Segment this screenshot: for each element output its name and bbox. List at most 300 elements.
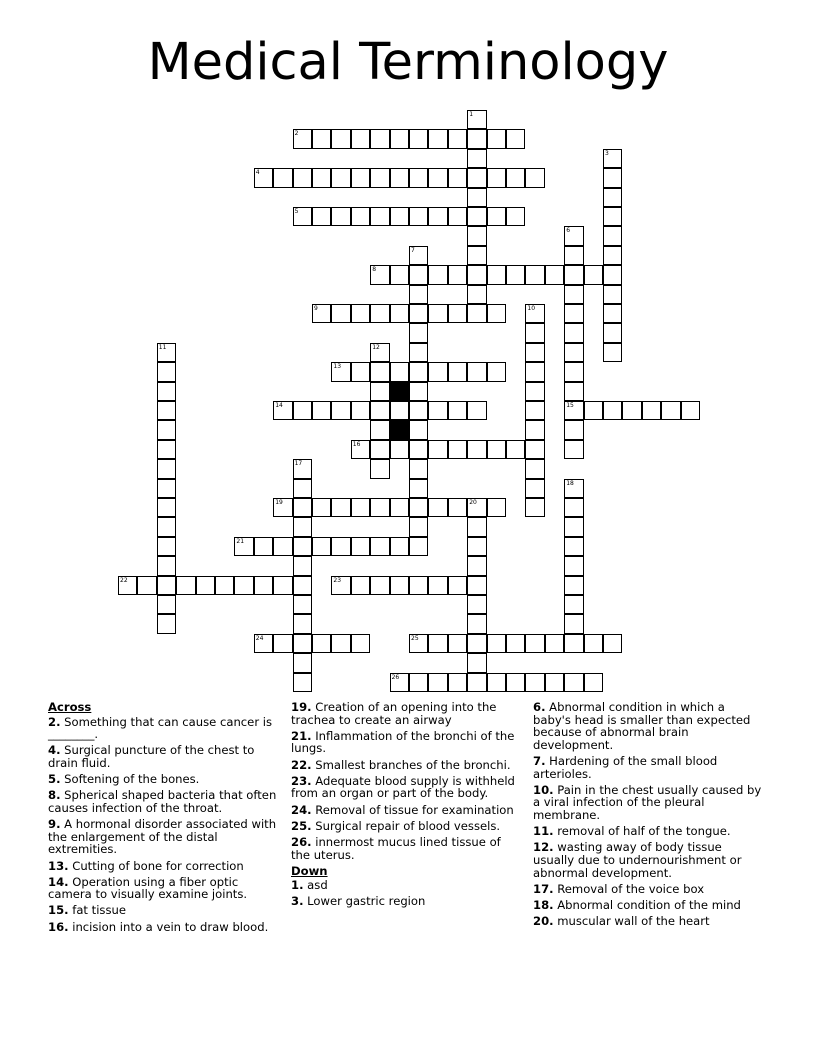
grid-cell[interactable] bbox=[293, 129, 312, 148]
grid-cell[interactable] bbox=[157, 382, 176, 401]
grid-cell[interactable] bbox=[603, 188, 622, 207]
grid-cell[interactable] bbox=[409, 537, 428, 556]
grid-cell[interactable] bbox=[603, 343, 622, 362]
cell-number: 12 bbox=[372, 343, 380, 351]
clue-number: 23. bbox=[291, 773, 312, 788]
grid-cell[interactable] bbox=[370, 498, 389, 517]
clue-number: 6. bbox=[533, 700, 546, 714]
grid-cell[interactable] bbox=[409, 129, 428, 148]
grid-cell[interactable] bbox=[525, 265, 544, 284]
grid-cell[interactable] bbox=[487, 304, 506, 323]
grid-cell[interactable] bbox=[351, 207, 370, 226]
cell-number: 25 bbox=[411, 634, 419, 642]
across-clue bbox=[48, 773, 280, 786]
grid-cell[interactable] bbox=[487, 207, 506, 226]
grid-cell[interactable] bbox=[584, 401, 603, 420]
grid-cell[interactable] bbox=[312, 304, 331, 323]
grid-cell[interactable] bbox=[564, 343, 583, 362]
grid-cell[interactable] bbox=[351, 440, 370, 459]
grid-cell[interactable] bbox=[564, 634, 583, 653]
grid-cell[interactable] bbox=[448, 401, 467, 420]
grid-cell[interactable] bbox=[448, 129, 467, 148]
grid-cell[interactable] bbox=[312, 498, 331, 517]
clue-text: muscular wall of the heart bbox=[553, 914, 710, 929]
clue-number: 14. bbox=[48, 874, 69, 889]
clue-text: Spherical shaped bacteria that often causes infection of the throat. bbox=[48, 788, 277, 815]
grid-cell[interactable] bbox=[428, 304, 447, 323]
grid-cell[interactable] bbox=[487, 362, 506, 381]
across-clue bbox=[48, 904, 280, 917]
grid-cell[interactable] bbox=[234, 537, 253, 556]
down-clue bbox=[533, 883, 765, 896]
cell-number: 20 bbox=[469, 499, 477, 506]
grid-cell[interactable] bbox=[467, 285, 486, 304]
grid-cell[interactable] bbox=[351, 304, 370, 323]
clue-number: 15. bbox=[48, 903, 69, 918]
grid-cell[interactable] bbox=[584, 634, 603, 653]
grid-cell[interactable] bbox=[545, 265, 564, 284]
cell-number: 10 bbox=[527, 305, 536, 312]
grid-cell[interactable] bbox=[564, 226, 583, 245]
cell-number: 4 bbox=[255, 169, 260, 177]
clue-text: Surgical repair of blood vessels. bbox=[311, 818, 501, 833]
grid-cell[interactable] bbox=[506, 440, 525, 459]
clue-text: Abnormal condition in which a baby's head is smaller than expected because of abnormal brain development. bbox=[533, 700, 751, 752]
across-clue bbox=[291, 730, 523, 755]
grid-cell[interactable] bbox=[390, 576, 409, 595]
grid-cell[interactable] bbox=[370, 382, 389, 401]
grid-cell[interactable] bbox=[370, 265, 389, 284]
grid-cell[interactable] bbox=[196, 576, 215, 595]
grid-cell[interactable] bbox=[428, 440, 447, 459]
grid-cell[interactable] bbox=[467, 362, 486, 381]
grid-cell[interactable] bbox=[273, 401, 292, 420]
grid-cell[interactable] bbox=[467, 226, 486, 245]
grid-cell[interactable] bbox=[390, 168, 409, 187]
grid-cell[interactable] bbox=[390, 673, 409, 692]
grid-cell[interactable] bbox=[409, 343, 428, 362]
grid-cell[interactable] bbox=[409, 401, 428, 420]
grid-cell[interactable] bbox=[293, 653, 312, 672]
grid-cell[interactable] bbox=[525, 634, 544, 653]
grid-cell[interactable] bbox=[487, 673, 506, 692]
grid-cell[interactable] bbox=[564, 285, 583, 304]
grid-cell[interactable] bbox=[525, 168, 544, 187]
grid-cell[interactable] bbox=[409, 517, 428, 536]
grid-cell[interactable] bbox=[157, 614, 176, 633]
grid-cell[interactable] bbox=[157, 556, 176, 575]
grid-cell[interactable] bbox=[603, 149, 622, 168]
grid-cell[interactable] bbox=[370, 304, 389, 323]
grid-cell[interactable] bbox=[157, 479, 176, 498]
grid-cell[interactable] bbox=[293, 459, 312, 478]
grid-cell[interactable] bbox=[157, 420, 176, 439]
grid-cell[interactable] bbox=[467, 556, 486, 575]
grid-cell[interactable] bbox=[293, 595, 312, 614]
grid-cell[interactable] bbox=[390, 440, 409, 459]
grid-cell[interactable] bbox=[428, 576, 447, 595]
grid-cell[interactable] bbox=[467, 614, 486, 633]
across-clue bbox=[291, 836, 523, 861]
grid-cell[interactable] bbox=[564, 440, 583, 459]
grid-cell[interactable] bbox=[525, 673, 544, 692]
clue-number: 7. bbox=[533, 753, 546, 768]
grid-cell[interactable] bbox=[293, 634, 312, 653]
clue-text: innermost mucus lined tissue of the uterus. bbox=[291, 834, 501, 862]
grid-cell[interactable] bbox=[467, 149, 486, 168]
grid-cell[interactable] bbox=[331, 304, 350, 323]
page-title: Medical Terminology bbox=[147, 33, 669, 92]
grid-cell[interactable] bbox=[273, 576, 292, 595]
clue-number: 12. bbox=[533, 840, 554, 855]
grid-cell[interactable] bbox=[564, 537, 583, 556]
grid-cell[interactable] bbox=[525, 323, 544, 342]
grid-cell[interactable] bbox=[603, 323, 622, 342]
grid-cell[interactable] bbox=[409, 634, 428, 653]
grid-cell[interactable] bbox=[331, 401, 350, 420]
grid-cell[interactable] bbox=[312, 634, 331, 653]
grid-cell[interactable] bbox=[273, 168, 292, 187]
grid-cell[interactable] bbox=[293, 556, 312, 575]
grid-cell[interactable] bbox=[409, 246, 428, 265]
grid-cell[interactable] bbox=[525, 382, 544, 401]
grid-cell[interactable] bbox=[564, 517, 583, 536]
grid-cell[interactable] bbox=[428, 207, 447, 226]
grid-cell[interactable] bbox=[157, 537, 176, 556]
grid-cell[interactable] bbox=[487, 129, 506, 148]
grid-cell[interactable] bbox=[409, 285, 428, 304]
grid-cell[interactable] bbox=[467, 401, 486, 420]
grid-cell[interactable] bbox=[254, 576, 273, 595]
grid-cell[interactable] bbox=[331, 129, 350, 148]
clue-text: Cutting of bone for correction bbox=[68, 858, 244, 873]
grid-cell[interactable] bbox=[273, 537, 292, 556]
grid-cell[interactable] bbox=[176, 576, 195, 595]
grid-cell[interactable] bbox=[351, 129, 370, 148]
grid-cell[interactable] bbox=[467, 246, 486, 265]
grid-cell[interactable] bbox=[564, 673, 583, 692]
grid-cell[interactable] bbox=[293, 479, 312, 498]
grid-cell[interactable] bbox=[157, 498, 176, 517]
grid-cell[interactable] bbox=[584, 673, 603, 692]
grid-cell[interactable] bbox=[603, 304, 622, 323]
grid-cell[interactable] bbox=[273, 498, 292, 517]
cell-number: 11 bbox=[158, 343, 167, 351]
clue-text: fat tissue bbox=[68, 903, 126, 918]
grid-cell[interactable] bbox=[525, 343, 544, 362]
grid-cell[interactable] bbox=[448, 168, 467, 187]
across-clue bbox=[48, 876, 280, 901]
black-square bbox=[390, 382, 409, 401]
down-clue bbox=[533, 841, 765, 879]
grid-cell[interactable] bbox=[584, 265, 603, 284]
grid-cell[interactable] bbox=[331, 576, 350, 595]
grid-cell[interactable] bbox=[467, 110, 486, 129]
grid-cell[interactable] bbox=[564, 498, 583, 517]
grid-cell[interactable] bbox=[545, 673, 564, 692]
grid-cell[interactable] bbox=[564, 614, 583, 633]
grid-cell[interactable] bbox=[370, 401, 389, 420]
grid-cell[interactable] bbox=[525, 420, 544, 439]
grid-cell[interactable] bbox=[564, 382, 583, 401]
grid-cell[interactable] bbox=[351, 634, 370, 653]
grid-cell[interactable] bbox=[293, 207, 312, 226]
grid-cell[interactable] bbox=[351, 576, 370, 595]
grid-cell[interactable] bbox=[603, 265, 622, 284]
grid-cell[interactable] bbox=[564, 265, 583, 284]
grid-cell[interactable] bbox=[370, 459, 389, 478]
grid-cell[interactable] bbox=[390, 401, 409, 420]
grid-cell[interactable] bbox=[293, 517, 312, 536]
grid-cell[interactable] bbox=[370, 343, 389, 362]
grid-cell[interactable] bbox=[409, 673, 428, 692]
grid-cell[interactable] bbox=[603, 246, 622, 265]
grid-cell[interactable] bbox=[409, 304, 428, 323]
cell-number: 19 bbox=[275, 499, 283, 506]
grid-cell[interactable] bbox=[157, 401, 176, 420]
grid-cell[interactable] bbox=[467, 207, 486, 226]
grid-cell[interactable] bbox=[312, 401, 331, 420]
grid-cell[interactable] bbox=[603, 401, 622, 420]
grid-cell[interactable] bbox=[254, 168, 273, 187]
grid-cell[interactable] bbox=[409, 168, 428, 187]
grid-cell[interactable] bbox=[428, 401, 447, 420]
grid-cell[interactable] bbox=[390, 362, 409, 381]
grid-cell[interactable] bbox=[157, 440, 176, 459]
grid-cell[interactable] bbox=[370, 420, 389, 439]
grid-cell[interactable] bbox=[467, 168, 486, 187]
grid-cell[interactable] bbox=[331, 207, 350, 226]
grid-cell[interactable] bbox=[545, 634, 564, 653]
clue-number: 18. bbox=[533, 897, 554, 912]
down-clue bbox=[533, 915, 765, 928]
grid-cell[interactable] bbox=[370, 537, 389, 556]
grid-cell[interactable] bbox=[409, 323, 428, 342]
grid-cell[interactable] bbox=[525, 459, 544, 478]
grid-cell[interactable] bbox=[506, 673, 525, 692]
grid-cell[interactable] bbox=[157, 576, 176, 595]
grid-cell[interactable] bbox=[157, 517, 176, 536]
grid-cell[interactable] bbox=[370, 576, 389, 595]
grid-cell[interactable] bbox=[448, 362, 467, 381]
grid-cell[interactable] bbox=[467, 129, 486, 148]
grid-cell[interactable] bbox=[506, 634, 525, 653]
down-clue bbox=[533, 701, 765, 751]
grid-cell[interactable] bbox=[525, 440, 544, 459]
grid-cell[interactable] bbox=[525, 479, 544, 498]
grid-cell[interactable] bbox=[351, 168, 370, 187]
across-clue bbox=[48, 921, 280, 934]
grid-cell[interactable] bbox=[390, 207, 409, 226]
grid-cell[interactable] bbox=[487, 168, 506, 187]
grid-cell[interactable] bbox=[467, 517, 486, 536]
grid-cell[interactable] bbox=[118, 576, 137, 595]
grid-cell[interactable] bbox=[448, 440, 467, 459]
grid-cell[interactable] bbox=[564, 401, 583, 420]
clue-text: A hormonal disorder associated with the enlargement of the distal extremities. bbox=[48, 817, 277, 857]
clue-text: Something that can cause cancer is ________. bbox=[48, 714, 273, 742]
grid-cell[interactable] bbox=[409, 265, 428, 284]
grid-cell[interactable] bbox=[370, 440, 389, 459]
grid-cell[interactable] bbox=[448, 634, 467, 653]
grid-cell[interactable] bbox=[564, 323, 583, 342]
grid-cell[interactable] bbox=[409, 576, 428, 595]
grid-cell[interactable] bbox=[331, 168, 350, 187]
grid-cell[interactable] bbox=[603, 285, 622, 304]
grid-cell[interactable] bbox=[506, 168, 525, 187]
grid-cell[interactable] bbox=[351, 537, 370, 556]
grid-cell[interactable] bbox=[409, 459, 428, 478]
clues-column-1 bbox=[48, 701, 280, 937]
grid-cell[interactable] bbox=[506, 265, 525, 284]
grid-cell[interactable] bbox=[564, 595, 583, 614]
grid-cell[interactable] bbox=[448, 207, 467, 226]
grid-cell[interactable] bbox=[564, 304, 583, 323]
grid-cell[interactable] bbox=[331, 498, 350, 517]
grid-cell[interactable] bbox=[564, 420, 583, 439]
grid-cell[interactable] bbox=[428, 498, 447, 517]
grid-cell[interactable] bbox=[487, 265, 506, 284]
grid-cell[interactable] bbox=[409, 362, 428, 381]
grid-cell[interactable] bbox=[448, 673, 467, 692]
clue-text: removal of half of the tongue. bbox=[553, 824, 731, 839]
grid-cell[interactable] bbox=[467, 673, 486, 692]
grid-cell[interactable] bbox=[603, 226, 622, 245]
grid-cell[interactable] bbox=[273, 634, 292, 653]
grid-cell[interactable] bbox=[409, 382, 428, 401]
grid-cell[interactable] bbox=[390, 304, 409, 323]
grid-cell[interactable] bbox=[467, 634, 486, 653]
grid-cell[interactable] bbox=[370, 207, 389, 226]
grid-cell[interactable] bbox=[312, 168, 331, 187]
grid-cell[interactable] bbox=[603, 634, 622, 653]
grid-cell[interactable] bbox=[467, 653, 486, 672]
grid-cell[interactable] bbox=[564, 576, 583, 595]
grid-cell[interactable] bbox=[351, 362, 370, 381]
clue-text: Surgical puncture of the chest to drain fluid. bbox=[48, 743, 255, 770]
grid-cell[interactable] bbox=[312, 207, 331, 226]
grid-cell[interactable] bbox=[603, 168, 622, 187]
grid-cell[interactable] bbox=[564, 479, 583, 498]
grid-cell[interactable] bbox=[428, 634, 447, 653]
grid-cell[interactable] bbox=[157, 595, 176, 614]
grid-cell[interactable] bbox=[293, 168, 312, 187]
grid-cell[interactable] bbox=[390, 129, 409, 148]
grid-cell[interactable] bbox=[409, 479, 428, 498]
grid-cell[interactable] bbox=[331, 537, 350, 556]
grid-cell[interactable] bbox=[661, 401, 680, 420]
grid-cell[interactable] bbox=[467, 595, 486, 614]
grid-cell[interactable] bbox=[525, 401, 544, 420]
grid-cell[interactable] bbox=[390, 265, 409, 284]
cell-number: 8 bbox=[372, 266, 377, 274]
grid-cell[interactable] bbox=[428, 129, 447, 148]
grid-cell[interactable] bbox=[293, 576, 312, 595]
grid-cell[interactable] bbox=[467, 304, 486, 323]
grid-cell[interactable] bbox=[370, 129, 389, 148]
grid-cell[interactable] bbox=[157, 459, 176, 478]
grid-cell[interactable] bbox=[293, 673, 312, 692]
grid-cell[interactable] bbox=[428, 168, 447, 187]
grid-cell[interactable] bbox=[390, 498, 409, 517]
grid-cell[interactable] bbox=[293, 614, 312, 633]
grid-cell[interactable] bbox=[467, 576, 486, 595]
grid-cell[interactable] bbox=[506, 207, 525, 226]
grid-cell[interactable] bbox=[525, 304, 544, 323]
grid-cell[interactable] bbox=[428, 673, 447, 692]
grid-cell[interactable] bbox=[525, 498, 544, 517]
grid-cell[interactable] bbox=[409, 420, 428, 439]
grid-cell[interactable] bbox=[428, 362, 447, 381]
grid-cell[interactable] bbox=[564, 246, 583, 265]
cell-number: 24 bbox=[255, 634, 264, 642]
grid-cell[interactable] bbox=[487, 440, 506, 459]
grid-cell[interactable] bbox=[448, 265, 467, 284]
grid-cell[interactable] bbox=[681, 401, 700, 420]
grid-cell[interactable] bbox=[312, 129, 331, 148]
grid-cell[interactable] bbox=[370, 362, 389, 381]
grid-cell[interactable] bbox=[467, 188, 486, 207]
clue-text: Hardening of the small blood arterioles. bbox=[533, 753, 718, 781]
grid-cell[interactable] bbox=[331, 634, 350, 653]
clue-text: Lower gastric region bbox=[303, 894, 426, 909]
grid-cell[interactable] bbox=[428, 265, 447, 284]
grid-cell[interactable] bbox=[603, 207, 622, 226]
grid-cell[interactable] bbox=[506, 129, 525, 148]
grid-cell[interactable] bbox=[351, 401, 370, 420]
grid-cell[interactable] bbox=[448, 576, 467, 595]
grid-cell[interactable] bbox=[351, 498, 370, 517]
clue-number: 1. bbox=[291, 878, 304, 893]
grid-cell[interactable] bbox=[331, 362, 350, 381]
grid-cell[interactable] bbox=[293, 401, 312, 420]
grid-cell[interactable] bbox=[467, 537, 486, 556]
grid-cell[interactable] bbox=[254, 537, 273, 556]
cell-number: 17 bbox=[294, 460, 303, 468]
grid-cell[interactable] bbox=[564, 362, 583, 381]
grid-cell[interactable] bbox=[642, 401, 661, 420]
grid-cell[interactable] bbox=[234, 576, 253, 595]
grid-cell[interactable] bbox=[370, 168, 389, 187]
grid-cell[interactable] bbox=[409, 498, 428, 517]
grid-cell[interactable] bbox=[157, 362, 176, 381]
grid-cell[interactable] bbox=[487, 498, 506, 517]
grid-cell[interactable] bbox=[215, 576, 234, 595]
grid-cell[interactable] bbox=[409, 440, 428, 459]
down-clue bbox=[533, 825, 765, 838]
cell-number: 3 bbox=[605, 149, 609, 157]
grid-cell[interactable] bbox=[467, 265, 486, 284]
grid-cell[interactable] bbox=[137, 576, 156, 595]
grid-cell[interactable] bbox=[467, 498, 486, 517]
grid-cell[interactable] bbox=[564, 556, 583, 575]
grid-cell[interactable] bbox=[390, 537, 409, 556]
grid-cell[interactable] bbox=[254, 634, 273, 653]
grid-cell[interactable] bbox=[157, 343, 176, 362]
grid-cell[interactable] bbox=[487, 634, 506, 653]
grid-cell[interactable] bbox=[467, 440, 486, 459]
clue-number: 24. bbox=[291, 802, 312, 817]
grid-cell[interactable] bbox=[293, 537, 312, 556]
grid-cell[interactable] bbox=[409, 207, 428, 226]
cell-number: 13 bbox=[333, 363, 342, 371]
grid-cell[interactable] bbox=[525, 362, 544, 381]
grid-cell[interactable] bbox=[312, 537, 331, 556]
grid-cell[interactable] bbox=[448, 304, 467, 323]
grid-cell[interactable] bbox=[448, 498, 467, 517]
grid-cell[interactable] bbox=[622, 401, 641, 420]
grid-cell[interactable] bbox=[293, 498, 312, 517]
